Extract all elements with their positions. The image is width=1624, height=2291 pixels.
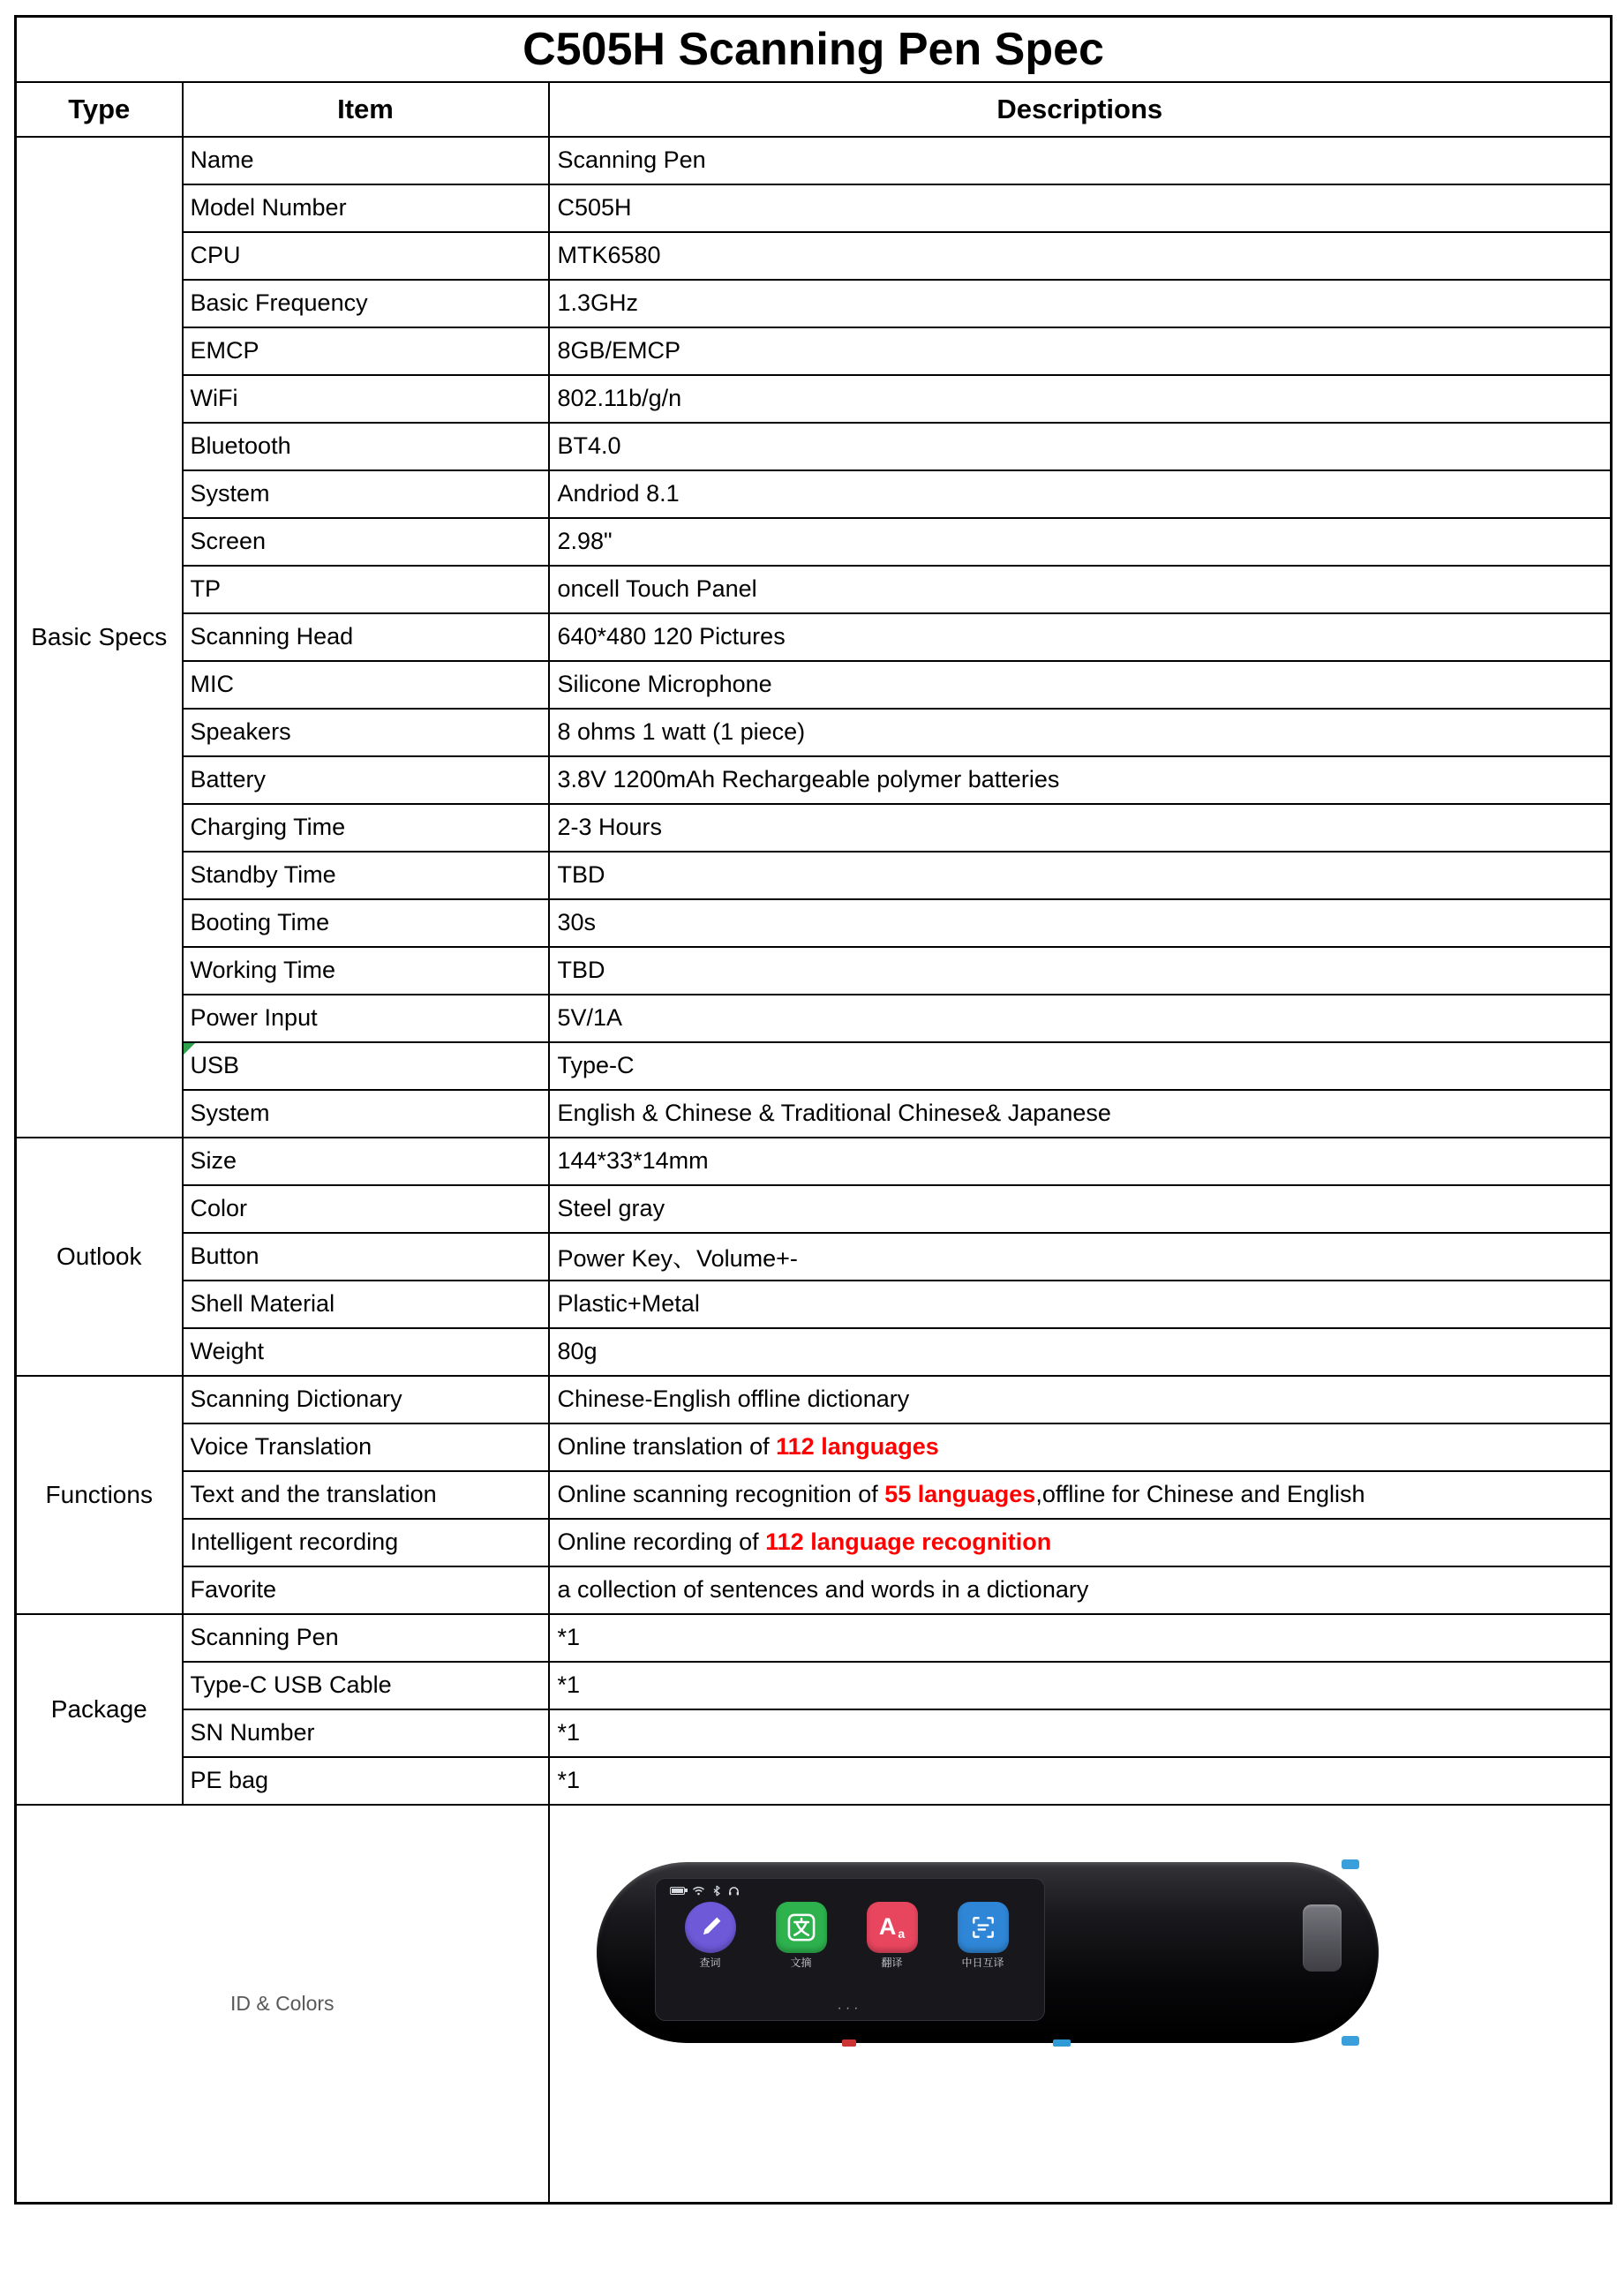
letter-a-glyph: A <box>878 1913 897 1940</box>
type-cell-package: Package <box>16 1614 183 1805</box>
desc-text: Plastic+Metal <box>557 1290 700 1317</box>
scan-frame-icon <box>969 1913 997 1942</box>
item-label: Weight <box>190 1338 265 1364</box>
item-label: System <box>190 1100 270 1126</box>
desc-cell <box>549 756 1612 804</box>
screen-pager-dots: ··· <box>837 2000 862 2016</box>
item-label: SN Number <box>190 1719 315 1746</box>
desc-cell <box>549 232 1612 280</box>
table-row <box>16 566 1612 613</box>
app-text-excerpt <box>776 1902 827 1968</box>
item-cell <box>183 613 549 661</box>
table-row <box>16 470 1612 518</box>
desc-cell <box>549 1042 1612 1090</box>
desc-text: Silicone Microphone <box>557 671 772 697</box>
table-row <box>16 852 1612 899</box>
desc-text: MTK6580 <box>557 242 661 268</box>
item-label: Color <box>190 1195 248 1221</box>
table-row <box>16 1614 1612 1662</box>
item-label: WiFi <box>190 385 238 411</box>
desc-cell <box>549 1423 1612 1471</box>
desc-cell <box>549 518 1612 566</box>
type-cell-outlook: Outlook <box>16 1138 183 1376</box>
desc-text: Power Key、Volume+- <box>557 1245 798 1272</box>
item-cell <box>183 566 549 613</box>
desc-text: ,offline for Chinese and English <box>1035 1481 1365 1507</box>
item-label: Model Number <box>190 194 347 221</box>
dictionary-app-icon <box>685 1902 736 1953</box>
table-row <box>16 1519 1612 1566</box>
col-header-descriptions: Descriptions <box>549 82 1612 137</box>
item-cell <box>183 1519 549 1566</box>
stylus-icon <box>697 1914 724 1941</box>
table-row <box>16 1233 1612 1281</box>
item-cell <box>183 518 549 566</box>
desc-text: *1 <box>557 1671 581 1698</box>
item-cell <box>183 423 549 470</box>
pen-bottom-blue-detail <box>1053 2039 1071 2047</box>
table-row <box>16 899 1612 947</box>
table-row <box>16 661 1612 709</box>
table-row <box>16 518 1612 566</box>
table-row <box>16 1757 1612 1805</box>
item-label: Booting Time <box>190 909 330 935</box>
item-cell <box>183 1138 549 1185</box>
item-label: TP <box>190 575 222 602</box>
item-cell <box>183 470 549 518</box>
item-cell <box>183 1662 549 1709</box>
app-label: 翻译 <box>881 1956 903 1969</box>
desc-text: 80g <box>557 1338 598 1364</box>
table-row <box>16 613 1612 661</box>
item-label: Shell Material <box>190 1290 335 1317</box>
item-cell <box>183 661 549 709</box>
item-cell <box>183 1566 549 1614</box>
desc-text: 640*480 120 Pictures <box>557 623 786 650</box>
col-header-type: Type <box>16 82 183 137</box>
table-row <box>16 184 1612 232</box>
wen-character-icon <box>786 1912 817 1943</box>
table-row <box>16 327 1612 375</box>
desc-cell <box>549 1757 1612 1805</box>
desc-text: 8 ohms 1 watt (1 piece) <box>557 718 806 745</box>
desc-cell <box>549 1566 1612 1614</box>
pen-tab-bottom <box>1342 2036 1359 2046</box>
item-label: EMCP <box>190 337 259 364</box>
desc-text: Scanning Pen <box>557 146 706 173</box>
id-colors-label: ID & Colors <box>16 1805 549 2204</box>
item-cell <box>183 1281 549 1328</box>
item-label: USB <box>190 1052 240 1078</box>
id-colors-row <box>16 1805 1612 2204</box>
type-cell-functions: Functions <box>16 1376 183 1614</box>
highlighted-text: 55 languages <box>884 1481 1036 1507</box>
id-colors-section <box>16 1805 1612 2204</box>
item-label: Screen <box>190 528 267 554</box>
item-label: Text and the translation <box>190 1481 437 1507</box>
desc-text: 144*33*14mm <box>557 1147 709 1174</box>
item-label: Battery <box>190 766 267 792</box>
desc-text: 2.98" <box>557 528 613 554</box>
desc-cell <box>549 613 1612 661</box>
table-row <box>16 137 1612 184</box>
pen-screen <box>655 1878 1045 2021</box>
desc-cell <box>549 1138 1612 1185</box>
desc-cell <box>549 1328 1612 1376</box>
desc-cell <box>549 1376 1612 1423</box>
pen-app-grid <box>685 1902 1009 1968</box>
item-cell <box>183 709 549 756</box>
item-cell <box>183 1709 549 1757</box>
table-row <box>16 756 1612 804</box>
item-cell <box>183 137 549 184</box>
item-cell <box>183 899 549 947</box>
table-row <box>16 1185 1612 1233</box>
item-label: Scanning Dictionary <box>190 1386 402 1412</box>
desc-text: 3.8V 1200mAh Rechargeable polymer batteries <box>557 766 1060 792</box>
column-header-row <box>16 82 1612 137</box>
item-cell <box>183 1328 549 1376</box>
item-cell <box>183 1376 549 1423</box>
desc-cell <box>549 423 1612 470</box>
headset-icon <box>728 1886 740 1896</box>
table-row <box>16 804 1612 852</box>
app-label: 文摘 <box>790 1956 812 1969</box>
type-cell-basic-specs: Basic Specs <box>16 137 183 1138</box>
item-label: Button <box>190 1243 259 1269</box>
desc-text: Andriod 8.1 <box>557 480 680 507</box>
item-label: Standby Time <box>190 861 336 888</box>
spec-table <box>14 15 1613 2205</box>
bluetooth-icon <box>712 1885 721 1897</box>
desc-text: 1.3GHz <box>557 289 639 316</box>
cell-note-marker <box>184 1043 195 1055</box>
table-row <box>16 1042 1612 1090</box>
item-cell <box>183 804 549 852</box>
item-label: CPU <box>190 242 241 268</box>
table-row <box>16 1566 1612 1614</box>
item-label: Bluetooth <box>190 432 291 459</box>
item-label: System <box>190 480 270 507</box>
desc-text: BT4.0 <box>557 432 621 459</box>
item-cell <box>183 184 549 232</box>
translate-app-icon <box>867 1902 918 1953</box>
scanning-pen-image <box>597 1862 1379 2043</box>
text-excerpt-app-icon <box>776 1902 827 1953</box>
desc-cell <box>549 899 1612 947</box>
item-cell <box>183 327 549 375</box>
item-cell <box>183 947 549 995</box>
item-cell <box>183 1614 549 1662</box>
desc-cell <box>549 280 1612 327</box>
desc-cell <box>549 470 1612 518</box>
desc-text: C505H <box>557 194 632 221</box>
item-label: Name <box>190 146 254 173</box>
item-label: Speakers <box>190 718 291 745</box>
desc-cell <box>549 661 1612 709</box>
desc-cell <box>549 947 1612 995</box>
desc-text: *1 <box>557 1719 581 1746</box>
desc-text: oncell Touch Panel <box>557 575 757 602</box>
highlighted-text: 112 language recognition <box>765 1529 1052 1555</box>
desc-text: Online translation of <box>557 1433 777 1460</box>
table-row <box>16 423 1612 470</box>
desc-cell <box>549 1281 1612 1328</box>
table-row <box>16 1423 1612 1471</box>
desc-cell <box>549 1090 1612 1138</box>
item-cell <box>183 375 549 423</box>
item-label: Size <box>190 1147 237 1174</box>
pen-image-cell <box>549 1805 1612 2204</box>
desc-cell <box>549 1662 1612 1709</box>
table-row <box>16 1328 1612 1376</box>
desc-text: TBD <box>557 861 605 888</box>
table-row <box>16 1662 1612 1709</box>
desc-cell <box>549 184 1612 232</box>
desc-cell <box>549 566 1612 613</box>
highlighted-text: 112 languages <box>776 1433 939 1460</box>
item-label: Working Time <box>190 957 336 983</box>
pen-side-button <box>1303 1904 1342 1972</box>
table-row <box>16 1471 1612 1519</box>
desc-text: Chinese-English offline dictionary <box>557 1386 910 1412</box>
item-label: Scanning Head <box>190 623 354 650</box>
desc-cell <box>549 1233 1612 1281</box>
desc-cell <box>549 1614 1612 1662</box>
desc-text: *1 <box>557 1624 581 1650</box>
desc-text: 802.11b/g/n <box>557 385 682 411</box>
desc-text: 5V/1A <box>557 1004 623 1031</box>
desc-text: 8GB/EMCP <box>557 337 681 364</box>
desc-cell <box>549 709 1612 756</box>
desc-text: Steel gray <box>557 1195 665 1221</box>
app-dictionary <box>685 1902 736 1968</box>
item-cell <box>183 1423 549 1471</box>
table-row <box>16 947 1612 995</box>
desc-cell <box>549 1519 1612 1566</box>
letter-a-small-glyph: a <box>898 1926 906 1941</box>
page-title: C505H Scanning Pen Spec <box>16 17 1612 82</box>
table-row <box>16 1376 1612 1423</box>
table-row <box>16 232 1612 280</box>
table-row <box>16 1090 1612 1138</box>
app-label: 中日互译 <box>961 1956 1004 1969</box>
desc-text: Online recording of <box>557 1529 766 1555</box>
item-label: Type-C USB Cable <box>190 1671 392 1698</box>
table-row <box>16 709 1612 756</box>
table-row <box>16 1138 1612 1185</box>
item-cell <box>183 280 549 327</box>
item-cell <box>183 1471 549 1519</box>
table-row <box>16 1709 1612 1757</box>
ch-jp-translate-app-icon <box>958 1902 1009 1953</box>
desc-cell <box>549 327 1612 375</box>
item-cell <box>183 852 549 899</box>
wifi-icon <box>692 1886 705 1896</box>
item-cell <box>183 1757 549 1805</box>
desc-cell <box>549 375 1612 423</box>
item-label: Power Input <box>190 1004 318 1031</box>
item-label: Scanning Pen <box>190 1624 339 1650</box>
desc-text: English & Chinese & Traditional Chinese& Japanese <box>557 1100 1111 1126</box>
item-cell <box>183 1042 549 1090</box>
item-cell <box>183 1185 549 1233</box>
item-label: PE bag <box>190 1767 269 1793</box>
desc-text: TBD <box>557 957 605 983</box>
item-label: Intelligent recording <box>190 1529 399 1555</box>
battery-icon <box>670 1887 685 1895</box>
desc-text: a collection of sentences and words in a dictionary <box>557 1576 1089 1603</box>
spec-table-body <box>16 137 1612 1805</box>
desc-text: Online scanning recognition of <box>557 1481 885 1507</box>
desc-cell <box>549 1185 1612 1233</box>
desc-cell <box>549 1471 1612 1519</box>
desc-cell <box>549 852 1612 899</box>
table-row <box>16 1281 1612 1328</box>
item-label: MIC <box>190 671 234 697</box>
desc-cell <box>549 1709 1612 1757</box>
item-cell <box>183 756 549 804</box>
table-row <box>16 995 1612 1042</box>
desc-text: *1 <box>557 1767 581 1793</box>
table-row <box>16 280 1612 327</box>
app-label: 查词 <box>699 1956 721 1969</box>
desc-cell <box>549 804 1612 852</box>
table-row <box>16 375 1612 423</box>
item-label: Voice Translation <box>190 1433 372 1460</box>
pen-status-bar <box>670 1885 740 1897</box>
col-header-item: Item <box>183 82 549 137</box>
item-cell <box>183 995 549 1042</box>
item-label: Basic Frequency <box>190 289 368 316</box>
desc-cell <box>549 995 1612 1042</box>
item-cell <box>183 232 549 280</box>
item-cell <box>183 1233 549 1281</box>
title-row <box>16 17 1612 82</box>
app-ch-jp-translate <box>958 1902 1009 1968</box>
item-cell <box>183 1090 549 1138</box>
desc-text: Type-C <box>557 1052 635 1078</box>
desc-cell <box>549 137 1612 184</box>
desc-text: 2-3 Hours <box>557 814 663 840</box>
desc-text: 30s <box>557 909 597 935</box>
app-translate <box>867 1902 918 1968</box>
pen-tab-top <box>1342 1859 1359 1869</box>
item-label: Charging Time <box>190 814 346 840</box>
item-label: Favorite <box>190 1576 277 1603</box>
pen-bottom-red-detail <box>842 2039 856 2047</box>
